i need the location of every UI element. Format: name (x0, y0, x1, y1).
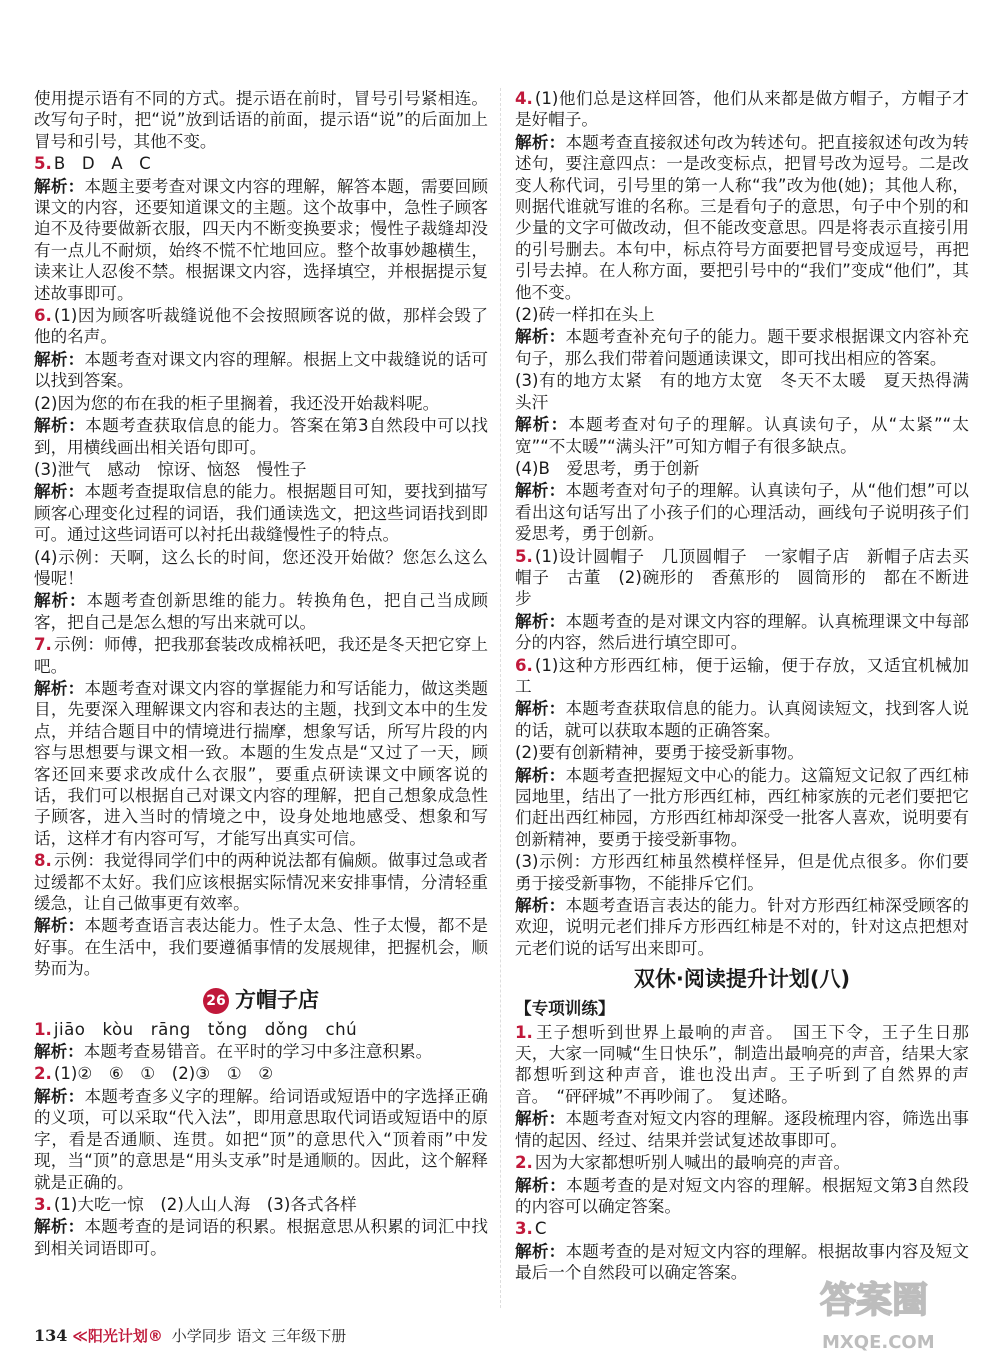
paragraph-text: 王子想听到世界上最响的声音。 国王下令，王子生日那天，大家一同喊“生日快乐”，制造出最响亮的声音，结果大家都想听到这种声音，谁也没出声。王子听到了自然界的声音。 “砰砰城”不再吵闹了。 复述略。 (515, 1022, 969, 1106)
paragraph-text: 本题考查的是词语的积累。根据意思从积累的词汇中找到相关词语即可。 (34, 1217, 489, 1258)
page-footer (34, 1325, 346, 1346)
answer-paragraph (34, 459, 488, 480)
analysis-label: 解析： (34, 416, 86, 436)
question-number: 6. (515, 655, 533, 675)
paragraph-text: (1)设计圆帽子 几顶圆帽子 一家帽子店 新帽子店去买帽子 古董 (2)碗形的 香蕉形的 圆筒形的 都在不断进步 (515, 546, 969, 609)
analysis-label: 解析： (34, 176, 85, 196)
paragraph-text: (1)② ⑥ ① (2)③ ① ② (53, 1064, 274, 1084)
answer-item (34, 1019, 488, 1040)
paragraph-text: 本题考查语言表达的能力。针对方形西红柿深受顾客的欢迎，说明元老们排斥方形西红柿是不对的，针对这点把想对元老们说的话写出来即可。 (515, 896, 970, 958)
analysis-paragraph (34, 415, 488, 458)
analysis-label: 解析： (34, 482, 85, 502)
paragraph-text: 本题考查获取信息的能力。认真阅读短文，找到客人说的话，就可以获取本题的正确答案。 (515, 699, 970, 740)
paragraph-text: 本题考查直接叙述句改为转述句。把直接叙述句改为转述句，要注意四点：一是改变标点，把冒号改为逗号。二是改变人称代词，引号里的第一人称“我”改为他(她)；其他人称，则据代谁就写谁的名称。三是看句子的意思，句子中个别的和少量的文字可做改动，但不能改变意思。四是将表示直接引用的引号删去。本句中，标点符号方面要把冒号变成逗号，再把引号去掉。在人称方面，要把引号中的“我们”变成“他们”，其他不变。 (515, 132, 970, 302)
answer-paragraph (34, 88, 488, 152)
analysis-paragraph (34, 1086, 488, 1193)
question-number: 1. (515, 1022, 533, 1042)
analysis-paragraph (515, 765, 969, 851)
paragraph-text: 本题考查对课文内容的理解。根据上文中裁缝说的话可以找到答案。 (34, 349, 489, 391)
paragraph-text: 因为大家都想听别人喊出的最响亮的声音。 (534, 1153, 851, 1173)
paragraph-text: (3)泄气 感动 惊讶、恼怒 慢性子 (34, 459, 307, 479)
question-number: 6. (34, 306, 52, 326)
analysis-label: 解析： (515, 132, 566, 152)
paragraph-text: 使用提示语有不同的方式。提示语在前时，冒号引号紧相连。改写句子时，把“说”放到话语的前面，提示语“说”的后面加上冒号和引号，其他不变。 (34, 89, 488, 151)
paragraph-text: 本题考查的是对课文内容的理解。认真梳理课文中每部分的内容，然后进行填空即可。 (515, 611, 970, 653)
answer-item (515, 1022, 969, 1108)
answer-item (34, 634, 488, 677)
analysis-label: 解析： (515, 896, 566, 916)
analysis-label: 解析： (515, 1175, 567, 1195)
paragraph-text: 本题考查的是对短文内容的理解。根据短文第3自然段的内容可以确定答案。 (515, 1175, 969, 1216)
question-number: 3. (515, 1219, 533, 1239)
section-heading (515, 965, 969, 993)
column-divider (500, 88, 501, 1308)
analysis-paragraph (515, 1175, 969, 1218)
analysis-paragraph (34, 349, 488, 392)
analysis-paragraph (34, 1041, 488, 1062)
paragraph-text: (3)有的地方太紧 有的地方太宽 冬天不太暖 夏天热得满头汗 (515, 371, 969, 412)
analysis-label: 解析： (515, 327, 566, 347)
question-number: 2. (515, 1153, 533, 1173)
answer-item (515, 1218, 969, 1239)
analysis-paragraph (34, 678, 488, 849)
answer-paragraph (515, 370, 969, 413)
paragraph-text: 本题考查的是对短文内容的理解。根据故事内容及短文最后一个自然段可以确定答案。 (515, 1241, 970, 1283)
answer-item (515, 655, 969, 698)
page-number: 134 (34, 1326, 68, 1345)
answer-paragraph (34, 547, 488, 590)
paragraph-text: 示例：我觉得同学们中的两种说法都有偏颇。做事过急或者过缓都不太好。我们应该根据实际情况来安排事情，分清轻重缓急，让自己做事更有效率。 (34, 851, 488, 914)
analysis-paragraph (515, 698, 969, 741)
paragraph-text: 本题考查创新思维的能力。转换角色，把自己当成顾客，把自己是怎么想的写出来就可以。 (34, 591, 489, 632)
paragraph-text: 示例：师傅，把我那套装改成棉袄吧，我还是冬天把它穿上吧。 (34, 635, 488, 676)
answer-paragraph (515, 742, 969, 763)
paragraph-text: (1)他们总是这样回答，他们从来都是做方帽子，方帽子才是好帽子。 (515, 89, 969, 130)
paragraph-text: 本题考查对句子的理解。认真读句子，从“他们想”可以看出这句话写出了小孩子们的心理活动，画线句子说明孩子们爱思考，勇于创新。 (515, 481, 970, 544)
paragraph-text: (4)示例：天啊，这么长的时间，您还没开始做？您怎么这么慢呢！ (34, 547, 488, 588)
analysis-paragraph (515, 414, 969, 457)
watermark-text: 答案圈 (820, 1280, 929, 1321)
analysis-label: 解析： (34, 1086, 85, 1106)
paragraph-text: 本题考查易错音。在平时的学习中多注意积累。 (83, 1042, 433, 1062)
paragraph-text: 本题考查多义字的理解。给词语或短语中的字选择正确的义项，可以采取“代入法”，即用意思取代词语或短语中的原字，看是否通顺、连贯。如把“顶”的意思代入“顶着雨”中发现，当“顶”的意思是“用头支承”时是通顺的。因此，这个解释就是正确的。 (34, 1086, 489, 1192)
paragraph-text: (1)这种方形西红柿，便于运输，便于存放，又适宜机械加工 (515, 655, 969, 696)
training-tag: 【专项训练】 (515, 999, 615, 1019)
analysis-label: 解析： (515, 481, 566, 501)
answer-paragraph (34, 393, 488, 414)
watermark-url: MXQE.COM (822, 1332, 935, 1353)
analysis-label: 解析： (34, 349, 85, 369)
paragraph-text: (4)B 爱思考，勇于创新 (515, 458, 700, 478)
analysis-label: 解析： (515, 415, 569, 435)
paragraph-text: 本题考查提取信息的能力。根据题目可知，要找到描写顾客心理变化过程的词语，我们通读选文，把这些词语找到即可。通过这些词语可以衬托出裁缝慢性子的特点。 (34, 482, 489, 545)
answer-item (34, 1063, 488, 1084)
analysis-label: 解析： (515, 1109, 566, 1129)
analysis-paragraph (34, 590, 488, 633)
analysis-paragraph (515, 1108, 969, 1151)
right-column (515, 88, 969, 1285)
analysis-paragraph (34, 915, 488, 979)
answer-item (34, 305, 488, 348)
paragraph-text: (2)砖一样扣在头上 (515, 305, 655, 325)
analysis-paragraph (34, 176, 488, 304)
paragraph-text: 本题考查获取信息的能力。答案在第3自然段中可以找到，用横线画出相关语句即可。 (34, 416, 488, 457)
analysis-paragraph (515, 895, 969, 959)
analysis-label: 解析： (34, 678, 85, 698)
paragraph-text: 本题考查对短文内容的理解。逐段梳理内容，筛选出事情的起因、经过、结果并尝试复述故事即可。 (515, 1109, 970, 1150)
analysis-paragraph (515, 480, 969, 544)
question-number: 1. (34, 1019, 52, 1039)
paragraph-text: (3)示例：方形西红柿虽然模样怪异，但是优点很多。你们要勇于接受新事物，不能排斥它们。 (515, 852, 969, 893)
question-number: 3. (34, 1194, 52, 1214)
question-number: 7. (34, 635, 52, 655)
analysis-label: 解析： (34, 916, 85, 936)
analysis-label: 解析： (515, 699, 566, 719)
answer-item (515, 1152, 969, 1173)
watermark-logo (812, 1268, 982, 1358)
question-number: 2. (34, 1064, 52, 1084)
question-number: 5. (34, 154, 52, 174)
analysis-label: 解析： (515, 765, 566, 785)
analysis-paragraph (515, 611, 969, 654)
paragraph-text: 本题考查语言表达能力。性子太急、性子太慢，都不是好事。在生活中，我们要遵循事情的发展规律，把握机会，顺势而为。 (34, 916, 489, 979)
analysis-paragraph (34, 481, 488, 545)
answer-item (34, 850, 488, 914)
paragraph-text: 本题考查对课文内容的掌握能力和写话能力，做这类题目，先要深入理解课文内容和表达的主题，找到文本中的生发点，并结合题目中的情境进行揣摩，想象写话，所写片段的内容与思想要与课文相一致。本题的生发点是“又过了一天，顾客还回来要求改成什么衣服”，要重点研读课文中顾客说的话，我们可以根据自己对课文内容的理解，把自己想象成急性子顾客，进入当时的情境之中，设身处地地感受、想象和写话，这样才有内容可写，才能写出真实可信。 (34, 678, 489, 848)
paragraph-text: (2)要有创新精神，要勇于接受新事物。 (515, 743, 805, 763)
section-title: 双休·阅读提升计划(八) (633, 967, 851, 992)
question-number: 8. (34, 851, 52, 871)
paragraph-text: (1)大吃一惊 (2)人山人海 (3)各式各样 (53, 1194, 357, 1214)
book-title: 小学同步 语文 三年级下册 (171, 1327, 347, 1345)
analysis-paragraph (515, 132, 969, 303)
paragraph-text: C (534, 1219, 547, 1239)
analysis-label: 解析： (34, 1042, 84, 1062)
answer-item (515, 546, 969, 610)
answer-item (34, 1194, 488, 1215)
paragraph-text: B D A C (53, 154, 151, 174)
paragraph-text: 本题主要考查对课文内容的理解，解答本题，需要回顾课文的内容，还要知道课文的主题。这个故事中，急性子顾客迫不及待要做新衣服，四天内不断变换要求；慢性子裁缝却没有一点儿不耐烦，始终不慌不忙地回应。整个故事妙趣横生，读来让人忍俊不禁。根据课文内容，选择填空，并根据提示复述故事即可。 (34, 176, 489, 303)
analysis-paragraph (34, 1216, 488, 1259)
left-column (34, 88, 488, 1260)
answer-paragraph (515, 851, 969, 894)
analysis-label: 解析： (34, 591, 87, 611)
answer-paragraph (515, 304, 969, 325)
paragraph-text: 本题考查补充句子的能力。题干要求根据课文内容补充句子，那么我们带着问题通读课文，即可找出相应的答案。 (515, 327, 970, 368)
answer-paragraph (515, 458, 969, 479)
analysis-label: 解析： (515, 1241, 566, 1261)
paragraph-text: (2)因为您的布在我的柜子里搁着，我还没开始裁料呢。 (34, 393, 440, 413)
analysis-label: 解析： (515, 611, 566, 631)
brand-logo: ≪阳光计划® (72, 1327, 163, 1345)
analysis-paragraph (515, 326, 969, 369)
lesson-number-badge: 26 (203, 988, 229, 1014)
question-number: 4. (515, 89, 533, 108)
paragraph-text: 本题考查把握短文中心的能力。这篇短文记叙了西红柿园地里，结出了一批方形西红柿，西红柿家族的元老们要把它们赶出西红柿园，方形西红柿却深受一批客人喜欢，说明要有创新精神，要勇于接受新事物。 (515, 765, 970, 849)
paragraph-text: jiāo kòu rāng tǒng dǒng chú (53, 1019, 358, 1039)
question-number: 5. (515, 546, 533, 566)
paragraph-text: 本题考查对句子的理解。认真读句子，从“太紧”“太宽”“不太暖”“满头汗”可知方帽子有很多缺点。 (515, 415, 970, 456)
answer-item (34, 153, 488, 174)
paragraph-text: (1)因为顾客听裁缝说他不会按照顾客说的做，那样会毁了他的名声。 (34, 306, 488, 347)
section-title: 方帽子店 (235, 987, 319, 1012)
section-heading (34, 986, 488, 1014)
answer-item (515, 88, 969, 131)
analysis-label: 解析： (34, 1217, 85, 1237)
